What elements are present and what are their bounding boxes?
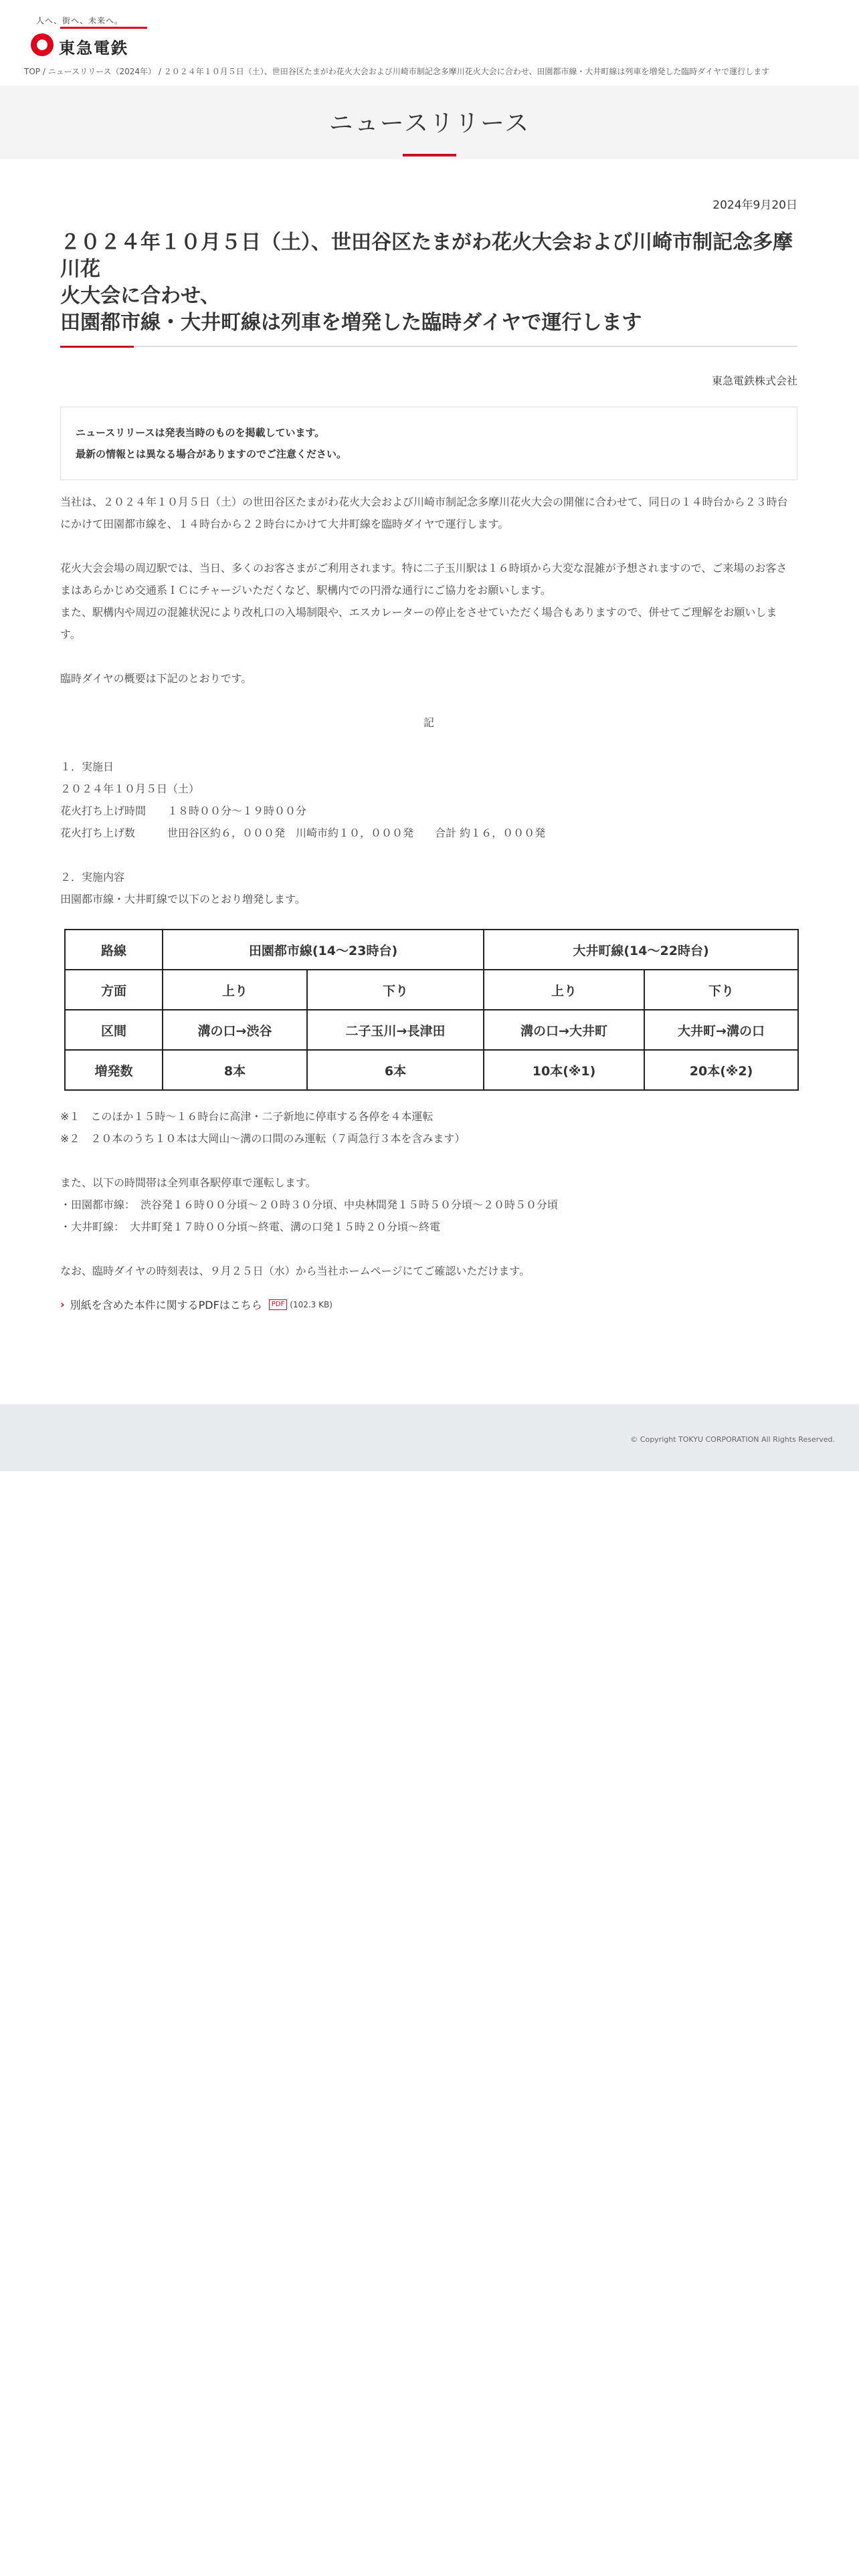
tokyu-logo[interactable] (27, 15, 134, 56)
pdf-icon: PDF (269, 1299, 287, 1310)
table-row (65, 1010, 798, 1050)
section-1-time: 花火打ち上げ時間 １８時００分～１９時００分 (60, 804, 307, 817)
pdf-file-size: (102.3 KB) (290, 1299, 332, 1309)
site-footer (0, 1404, 859, 1471)
article-title-line-2: 火大会に合わせ、 (60, 284, 221, 308)
table-cell: 上り (484, 970, 644, 1010)
logo-company-name: 東急電鉄 (59, 39, 128, 58)
table-cell: 上り (163, 970, 307, 1010)
chevron-right-icon: › (60, 1298, 65, 1311)
section-1-title: １．実施日 (60, 760, 114, 773)
note-1: ※１ このほか１５時～１６時台に高津・二子新地に停車する各停を４本運転 (60, 1110, 434, 1123)
paragraph-2: 花火大会会場の周辺駅では、当日、多くのお客さまがご利用されます。特に二子玉川駅は１６時頃から大変な混雑が予想されますので、ご来場のお客さまはあらかじめ交通系ＩＣにチャージいただくなど、駅構内での円滑な通行にご協力をお願いします。 (60, 562, 787, 597)
note-4: ・田園都市線： 渋谷発１６時００分頃～２０時３０分頃、中央林間発１５時５０分頃～２０時５０分頃 (60, 1198, 559, 1211)
section-1-count: 花火打ち上げ数 世田谷区約６，０００発 川崎市約１０，０００発 合計 約１６，０００発 (60, 827, 546, 839)
notice-line-1: ニュースリリースは発表当時のものを掲載しています。 (76, 427, 325, 439)
site-header (0, 0, 859, 87)
paragraph-4: 臨時ダイヤの概要は下記のとおりです。 (60, 672, 252, 685)
note-3: また、以下の時間帯は全列車各駅停車で運転します。 (60, 1176, 316, 1189)
pdf-link-label[interactable]: 別紙を含めた本件に関するPDFはこちら (70, 1299, 262, 1311)
section-2-desc: 田園都市線・大井町線で以下のとおり増発します。 (60, 893, 306, 905)
table-row (65, 970, 798, 1010)
table-row-label: 増発数 (65, 1050, 163, 1090)
table-cell: 10本(※1) (484, 1050, 644, 1090)
page-heading-band (0, 86, 859, 159)
table-cell: 下り (644, 970, 798, 1010)
paragraph-1: 当社は、２０２４年１０月５日（土）の世田谷区たまがわ花火大会および川崎市制記念多摩川花火大会の開催に合わせて、同日の１４時台から２３時台にかけて田園都市線を、１４時台から２２時台にかけて大井町線を臨時ダイヤで運行します。 (60, 496, 788, 530)
notice-box (60, 407, 797, 480)
table-row-label: 区間 (65, 1010, 163, 1050)
table-cell: 溝の口→大井町 (484, 1010, 644, 1050)
table-cell: 20本(※2) (644, 1050, 798, 1090)
copyright: © Copyright TOKYU CORPORATION All Rights Reserved. (630, 1435, 835, 1444)
breadcrumb[interactable]: TOP / ニュースリリース（2024年） / ２０２４年１０月５日（土）、世田谷区たまがわ花火大会および川崎市制記念多摩川花火大会に合わせ、田園都市線・大井町線は列車を増発した臨時ダイヤで運行します (24, 67, 770, 76)
table-row (65, 930, 798, 970)
logo-tagline-underline (60, 27, 147, 29)
table-cell: 大井町→溝の口 (644, 1010, 798, 1050)
notice-line-2: 最新の情報とは異なる場合がありますのでご注意ください。 (76, 448, 347, 460)
table-cell: 溝の口→渋谷 (163, 1010, 307, 1050)
article-body (60, 491, 797, 910)
table-row-label: 方面 (65, 970, 163, 1010)
page-title-underline (403, 154, 456, 156)
table-header-cell: 田園都市線(14～23時台) (163, 930, 484, 970)
table-cell: 二子玉川→長津田 (307, 1010, 484, 1050)
table-header-cell: 大井町線(14～22時台) (484, 930, 798, 970)
ki-mark: 記 (423, 716, 434, 729)
table-cell: 下り (307, 970, 484, 1010)
pdf-link[interactable] (60, 1297, 797, 1312)
note-5: ・大井町線： 大井町発１７時００分頃～終電、溝の口発１５時２０分頃～終電 (60, 1220, 441, 1233)
logo-tagline: 人へ、街へ、未来へ。 (36, 16, 124, 25)
note-2: ※２ ２０本のうち１０本は大岡山～溝の口間のみ運転（７両急行３本を含みます） (60, 1132, 466, 1145)
notes (60, 1105, 797, 1282)
company-name: 東急電鉄株式会社 (711, 374, 797, 387)
table-header-cell: 路線 (65, 930, 163, 970)
table-cell: 8本 (163, 1050, 307, 1090)
section-1-date: ２０２４年１０月５日（土） (60, 782, 200, 795)
article-title (60, 229, 797, 336)
article-title-line-3: 田園都市線・大井町線は列車を増発した臨時ダイヤで運行します (60, 311, 642, 334)
section-2-title: ２．実施内容 (60, 871, 125, 883)
article-title-line-1: ２０２４年１０月５日（土）、世田谷区たまがわ花火大会および川崎市制記念多摩川花 (60, 231, 793, 281)
logo-mark-icon (31, 33, 54, 56)
paragraph-3: また、駅構内や周辺の混雑状況により改札口の入場制限や、エスカレーターの停止をさせていただく場合もありますので、併せてご理解をお願いします。 (60, 606, 777, 641)
table-row (65, 1050, 798, 1090)
title-divider (60, 346, 797, 347)
page-title: ニュースリリース (328, 110, 531, 137)
article (60, 187, 797, 1312)
note-6: なお、臨時ダイヤの時刻表は、９月２５日（水）から当社ホームページにてご確認いただけます。 (60, 1265, 531, 1277)
schedule-table (64, 929, 799, 1091)
article-date: 2024年9月20日 (712, 199, 797, 212)
table-cell: 6本 (307, 1050, 484, 1090)
